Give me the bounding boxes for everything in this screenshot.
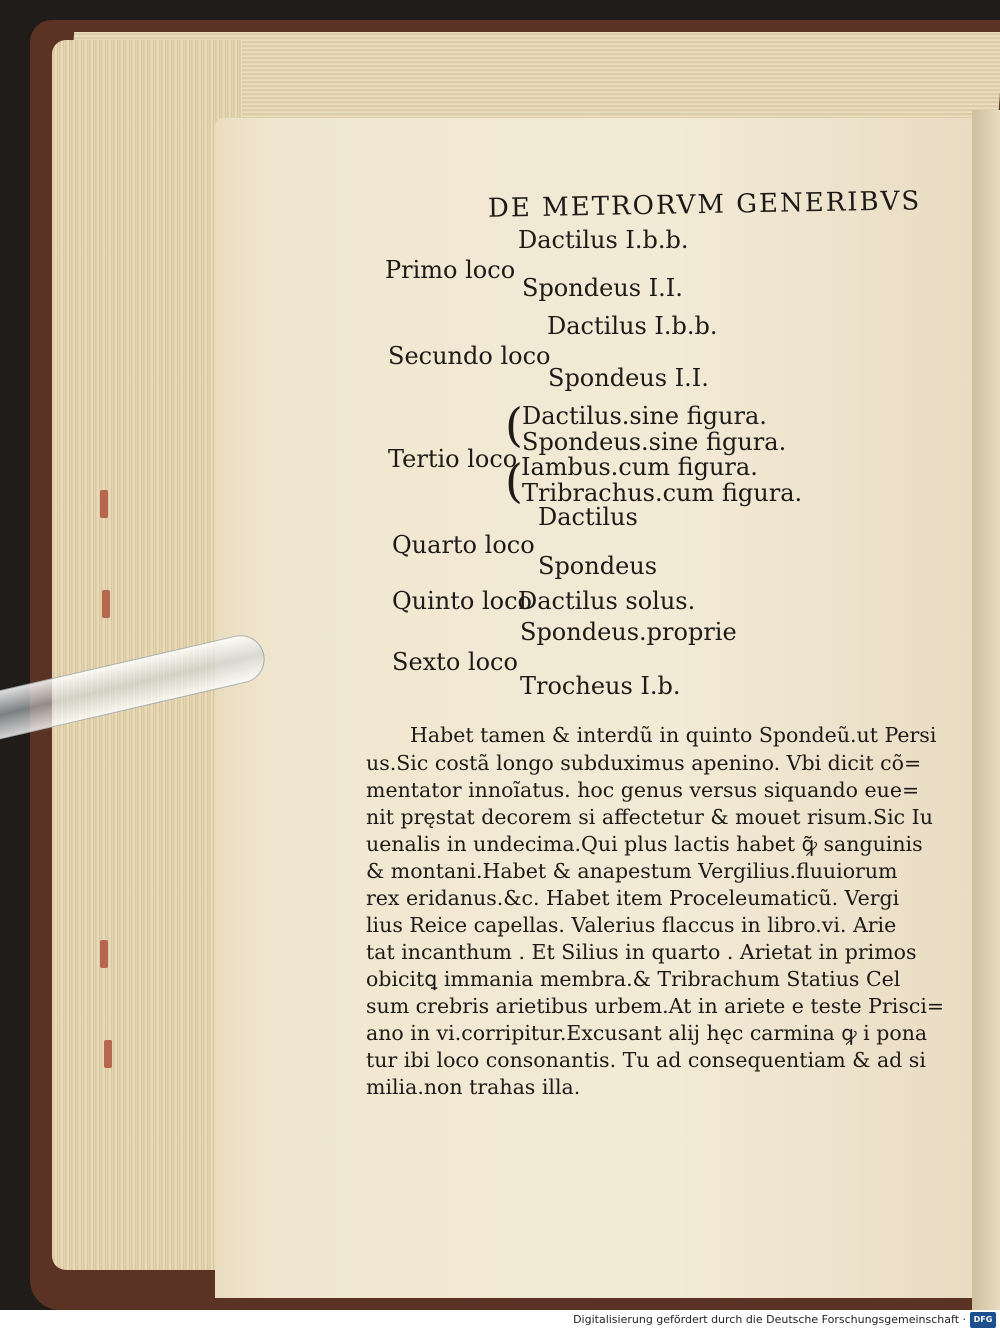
paragraph-line: & montani.Habet & anapestum Vergilius.fluuiorum <box>366 859 898 883</box>
scheme-entry: Dactilus <box>538 503 638 531</box>
scheme-entry: Spondeus I.I. <box>548 364 709 392</box>
paragraph-line: us.Sic costã longo subduximus apenino. Vbi dicit cõ= <box>366 751 922 775</box>
scheme-position-label: Sexto loco <box>392 648 518 676</box>
scheme-position-label: Quarto loco <box>392 531 535 559</box>
running-header: DE METRORVM GENERIBVS <box>487 186 922 224</box>
paragraph-line: tur ibi loco consonantis. Tu ad consequentiam & ad si <box>366 1048 926 1072</box>
funding-credit: Digitalisierung gefördert durch die Deutsche Forschungsgemeinschaft · <box>573 1313 966 1326</box>
paragraph-line: uenalis in undecima.Qui plus lactis habet ꝙ̃ sanguinis <box>366 832 923 856</box>
scheme-entry: Iambus.cum figura. <box>521 453 758 481</box>
scheme-entry: Dactilus I.b.b. <box>518 226 689 254</box>
paragraph-line: rex eridanus.&c. Habet item Proceleumaticũ. Vergi <box>366 886 900 910</box>
paragraph-line: ano in vi.corripitur.Excusant alij hęc carmina ꝙ i pona <box>366 1021 928 1045</box>
paragraph-line: mentator innoĩatus. hoc genus versus siquando eue= <box>366 778 920 802</box>
paragraph-line: obicitꝗ immania membra.& Tribrachum Statius Cel <box>366 967 901 991</box>
paragraph-line: sum crebris arietibus urbem.At in ariete e teste Prisci= <box>366 994 945 1018</box>
scheme-position-label: Primo loco <box>385 256 516 284</box>
brace: ( <box>505 454 523 508</box>
scheme-position-label: Tertio loco <box>388 445 518 473</box>
paragraph-line: tat incanthum . Et Silius in quarto . Arietat in primos <box>366 940 917 964</box>
scheme-position-label: Quinto loco <box>392 587 533 615</box>
scheme-entry: Dactilus.sine figura. <box>522 402 767 430</box>
scheme-entry: Dactilus I.b.b. <box>547 312 718 340</box>
brace: ( <box>505 398 523 452</box>
footer-bar <box>0 1310 1000 1331</box>
paragraph-line: lius Reice capellas. Valerius flaccus in libro.vi. Arie <box>366 913 897 937</box>
scheme-entry: Dactilus solus. <box>518 587 696 615</box>
paragraph-line: milia.non trahas illa. <box>366 1075 581 1099</box>
scheme-entry: Tribrachus.cum figura. <box>522 479 803 507</box>
scheme-entry: Spondeus I.I. <box>522 274 683 302</box>
paragraph-line: Habet tamen & interdũ in quinto Spondeũ.ut Persi <box>410 723 937 747</box>
paragraph-line: nit pręstat decorem si affectetur & mouet risum.Sic Iu <box>366 805 933 829</box>
scheme-position-label: Secundo loco <box>388 342 551 370</box>
scheme-entry: Spondeus.sine figura. <box>522 428 787 456</box>
dfg-logo: DFG <box>970 1312 996 1328</box>
scheme-entry: Trocheus I.b. <box>520 672 681 700</box>
scheme-entry: Spondeus.proprie <box>520 618 737 646</box>
scheme-entry: Spondeus <box>538 552 658 580</box>
